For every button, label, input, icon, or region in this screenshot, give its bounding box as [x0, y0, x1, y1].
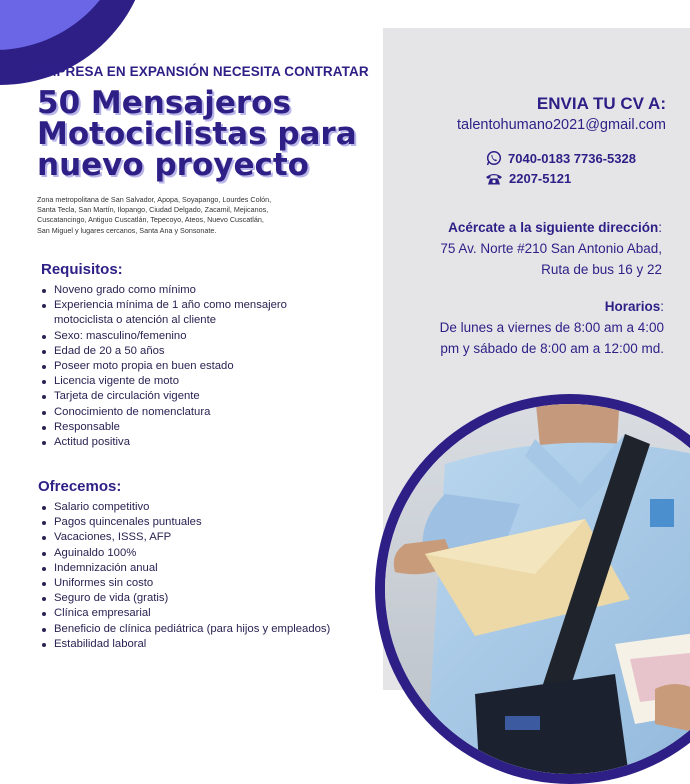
zones-text — [37, 195, 327, 236]
headline — [37, 85, 377, 183]
phone-row — [485, 171, 571, 186]
list-item: Aguinaldo 100% — [38, 546, 338, 561]
address-line: Ruta de bus 16 y 22 — [541, 262, 662, 277]
address-heading — [440, 217, 662, 238]
address-colon: : — [658, 220, 662, 235]
list-item: Pagos quincenales puntuales — [38, 515, 338, 530]
list-item: Uniformes sin costo — [38, 576, 338, 591]
zones-line: San Miguel y lugares cercanos, Santa Ana y Sonsonate. — [37, 225, 217, 235]
list-item: Edad de 20 a 50 años — [38, 344, 338, 359]
phone-number[interactable]: 2207-5121 — [509, 171, 572, 186]
list-item: Sexo: masculino/femenino — [38, 329, 338, 344]
list-item: Licencia vigente de moto — [38, 374, 338, 389]
headline-line: nuevo proyecto — [37, 147, 309, 183]
list-item: Clínica empresarial — [38, 606, 338, 621]
whatsapp-numbers[interactable]: 7040-0183 7736-5328 — [508, 150, 636, 166]
telephone-icon — [485, 172, 503, 186]
list-item: Seguro de vida (gratis) — [38, 591, 338, 606]
zones-line: Zona metropolitana de San Salvador, Apopa, Soyapango, Lourdes Colón, — [37, 195, 272, 204]
list-item: Noveno grado como mínimo — [38, 283, 338, 298]
headline-line: Motociclistas para — [37, 116, 357, 152]
hiring-kicker: EMPRESA EN EXPANSIÓN NECESITA CONTRATAR — [36, 64, 369, 79]
address-label: Acércate a la siguiente dirección — [448, 220, 659, 235]
hours-label: Horarios — [604, 299, 661, 314]
cv-title: ENVIA TU CV A: — [536, 94, 666, 113]
address-block — [440, 217, 662, 280]
hours-line: pm y sábado de 8:00 am a 12:00 md. — [440, 341, 664, 356]
hours-heading — [440, 296, 664, 317]
list-item: Indemnización anual — [38, 561, 338, 576]
zones-line: Santa Tecla, San Martín, Ilopango, Ciudad Delgado, Zacamil, Mejicanos, — [37, 205, 269, 215]
hours-colon: : — [660, 299, 664, 314]
whatsapp-icon — [486, 150, 502, 166]
address-line: 75 Av. Norte #210 San Antonio Abad, — [440, 241, 662, 256]
ofrecemos-title: Ofrecemos: — [38, 478, 122, 495]
list-item: Actitud positiva — [38, 435, 338, 450]
list-item: Vacaciones, ISSS, AFP — [38, 530, 338, 545]
list-item: Responsable — [38, 420, 338, 435]
list-item: Experiencia mínima de 1 año como mensajero motociclista o atención al cliente — [38, 298, 338, 328]
list-item: Conocimiento de nomenclatura — [38, 405, 338, 420]
ofrecemos-list — [38, 500, 338, 652]
requisitos-title: Requisitos: — [41, 261, 123, 278]
list-item: Tarjeta de circulación vigente — [38, 389, 338, 404]
hours-line: De lunes a viernes de 8:00 am a 4:00 — [439, 320, 664, 335]
list-item: Beneficio de clínica pediátrica (para hijos y empleados) — [38, 622, 338, 637]
list-item: Poseer moto propia en buen estado — [38, 359, 338, 374]
headline-line: 50 Mensajeros — [37, 85, 291, 121]
list-item: Estabilidad laboral — [38, 637, 338, 652]
whatsapp-row — [486, 150, 636, 166]
hours-block — [440, 296, 664, 359]
email-link[interactable]: talentohumano2021@gmail.com — [457, 117, 666, 133]
list-item: Salario competitivo — [38, 500, 338, 515]
requisitos-list — [38, 283, 338, 450]
zones-line: Cuscatancingo, Antiguo Cuscatlán, Tepecoyo, Ateos, Nuevo Cuscatlán, — [37, 215, 264, 225]
